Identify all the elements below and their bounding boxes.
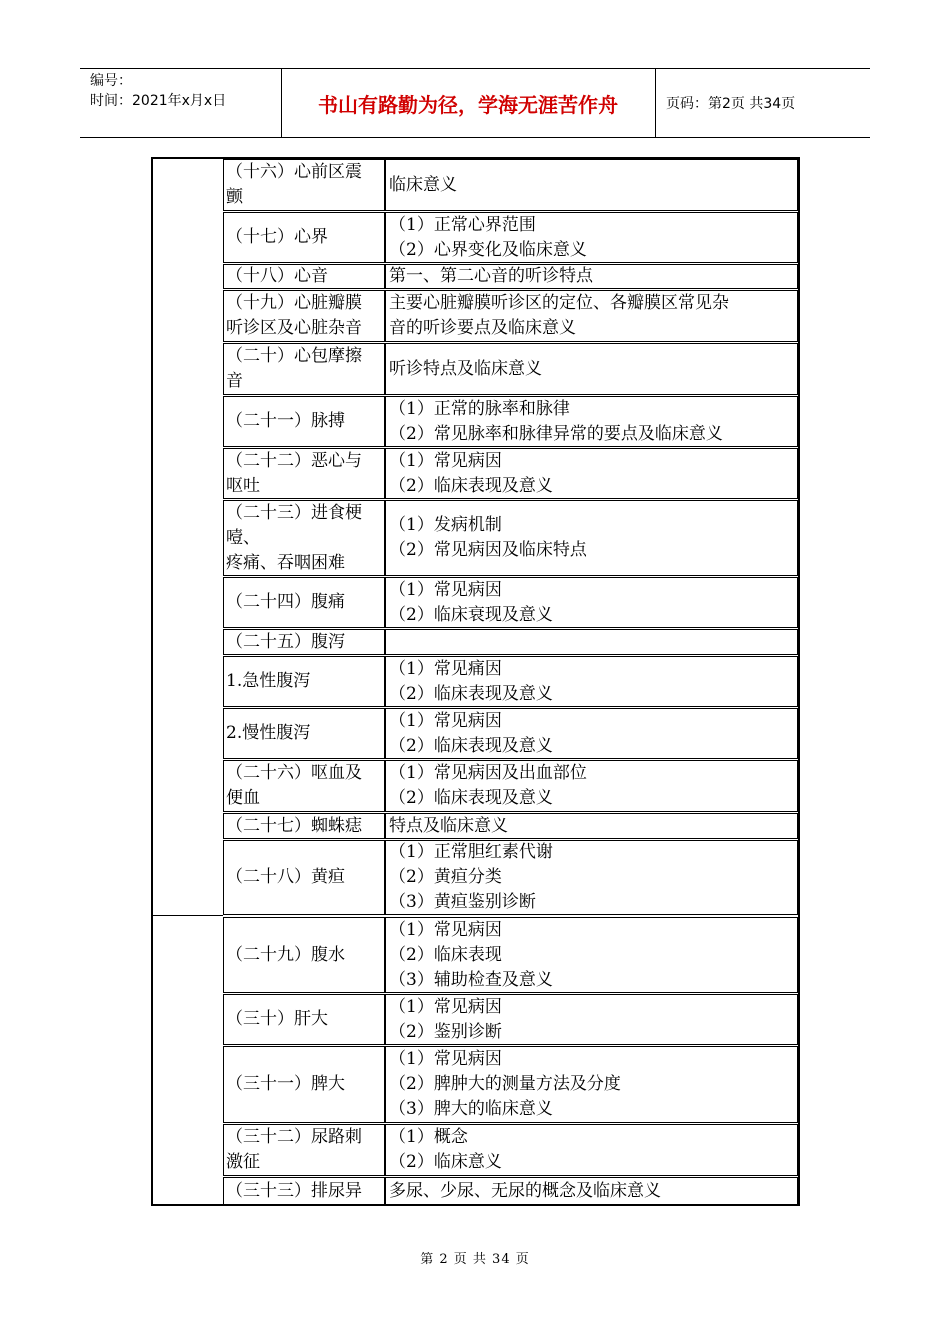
content-line: 特点及临床意义 bbox=[389, 815, 508, 836]
topic-label: （二十八）黄疸 bbox=[226, 867, 345, 887]
content-line: （1）常见病因 bbox=[389, 1049, 502, 1069]
topic-label: （二十二）恶心与 呕吐 bbox=[226, 450, 362, 496]
content-line: 多尿、少尿、无尿的概念及临床意义 bbox=[389, 1180, 661, 1201]
content-cell bbox=[385, 290, 798, 342]
content-line: （1）常见病因 bbox=[389, 919, 502, 940]
topic-cell bbox=[223, 343, 385, 395]
content-line: （1）常见病因 bbox=[389, 710, 502, 731]
topic-cell bbox=[223, 840, 385, 915]
topic-cell bbox=[223, 577, 385, 628]
content-line: （2）临床表现及意义 bbox=[389, 788, 553, 808]
table-row bbox=[223, 343, 798, 395]
content-line: （1）正常胆红素代谢 bbox=[389, 842, 553, 862]
topic-label: （二十五）腹泻 bbox=[226, 631, 345, 652]
table-row bbox=[223, 500, 798, 576]
content-line: （1）概念 bbox=[389, 1127, 468, 1147]
table-row bbox=[223, 708, 798, 759]
content-cell bbox=[385, 840, 798, 915]
table-row bbox=[223, 448, 798, 499]
table-right-border bbox=[798, 157, 800, 1206]
content-cell bbox=[385, 264, 798, 289]
table-row bbox=[223, 212, 798, 263]
topic-cell bbox=[223, 212, 385, 263]
topic-label: （三十二）尿路刺 激征 bbox=[226, 1127, 362, 1172]
content-line: 临床意义 bbox=[389, 174, 457, 195]
content-line: （2）心界变化及临床意义 bbox=[389, 239, 587, 260]
topic-cell bbox=[223, 1124, 385, 1176]
topic-cell bbox=[223, 760, 385, 812]
table-row bbox=[223, 1177, 798, 1205]
code-label: 编号： bbox=[90, 73, 132, 89]
topic-label: （十九）心脏瓣膜 听诊区及心脏杂音 bbox=[226, 293, 362, 338]
header-meta bbox=[80, 69, 282, 137]
table-row bbox=[223, 629, 798, 655]
topic-label: （二十六）呕血及 便血 bbox=[226, 763, 362, 808]
table-row bbox=[223, 264, 798, 289]
content-line: 主要心脏瓣膜听诊区的定位、各瓣膜区常见杂 bbox=[389, 293, 729, 313]
content-line: （2）临床意义 bbox=[389, 1152, 502, 1172]
page-header bbox=[80, 68, 870, 138]
table-row bbox=[223, 760, 798, 812]
content-line: （1）常见痛因 bbox=[389, 658, 502, 679]
topic-label: （三十三）排尿异 bbox=[226, 1180, 362, 1201]
content-cell bbox=[385, 212, 798, 263]
topic-cell bbox=[223, 500, 385, 576]
table-row bbox=[223, 577, 798, 628]
content-line: （2）临床表现及意义 bbox=[389, 475, 553, 496]
topic-cell bbox=[223, 708, 385, 759]
table-row bbox=[223, 159, 798, 211]
content-line: （2）临床表现及意义 bbox=[389, 735, 553, 756]
topic-label: （三十一）脾大 bbox=[226, 1074, 345, 1094]
content-line: （2）脾肿大的测量方法及分度 bbox=[389, 1074, 621, 1094]
table-row bbox=[223, 917, 798, 993]
content-cell bbox=[385, 577, 798, 628]
table-row bbox=[223, 1124, 798, 1176]
topic-cell bbox=[223, 1177, 385, 1205]
content-line: 听诊特点及临床意义 bbox=[389, 358, 542, 379]
content-line: （2）黄疸分类 bbox=[389, 867, 502, 887]
section-divider bbox=[153, 915, 223, 916]
topic-label: （十八）心音 bbox=[226, 266, 328, 286]
table-row bbox=[223, 656, 798, 707]
table-row bbox=[223, 396, 798, 447]
topic-label: 2.慢性腹泻 bbox=[226, 723, 311, 743]
header-motto: 书山有路勤为径，学海无涯苦作舟 bbox=[281, 69, 656, 137]
header-page-info: 页码：第2页 共34页 bbox=[666, 96, 796, 112]
content-line: （2）鉴别诊断 bbox=[389, 1021, 502, 1042]
content-cell bbox=[385, 629, 798, 655]
table-row bbox=[223, 1046, 798, 1123]
content-cell bbox=[385, 396, 798, 447]
topic-label: （二十）心包摩擦 音 bbox=[226, 346, 362, 391]
table-row bbox=[223, 840, 798, 915]
content-cell bbox=[385, 1177, 798, 1205]
table-row bbox=[223, 994, 798, 1045]
content-cell bbox=[385, 708, 798, 759]
content-cell bbox=[385, 448, 798, 499]
content-cell bbox=[385, 1124, 798, 1176]
topic-label: （十六）心前区震 颤 bbox=[226, 162, 362, 207]
topic-label: （二十七）蜘蛛痣 bbox=[226, 815, 362, 836]
content-line: （2）临床表现 bbox=[389, 944, 502, 965]
topic-cell bbox=[223, 629, 385, 655]
content-line: （1）常见病因 bbox=[389, 579, 502, 600]
topic-cell bbox=[223, 290, 385, 342]
content-cell bbox=[385, 813, 798, 839]
topic-cell bbox=[223, 448, 385, 499]
content-cell bbox=[385, 760, 798, 812]
content-line: （2）临床衰现及意义 bbox=[389, 604, 553, 625]
content-line: （2）常见脉率和脉律异常的要点及临床意义 bbox=[389, 423, 723, 444]
date-label: 时间：2021年x月x日 bbox=[90, 93, 227, 109]
topic-label: （十七）心界 bbox=[226, 227, 328, 247]
topic-cell bbox=[223, 917, 385, 993]
topic-label: （二十九）腹水 bbox=[226, 944, 345, 965]
content-line: （3）脾大的临床意义 bbox=[389, 1099, 553, 1119]
topic-label: （二十一）脉搏 bbox=[226, 411, 345, 431]
topic-label: 1.急性腹泻 bbox=[226, 671, 311, 691]
content-line: （1）发病机制 bbox=[389, 515, 502, 535]
topic-cell bbox=[223, 159, 385, 211]
page-footer: 第 2 页 共 34 页 bbox=[420, 1252, 530, 1267]
topic-cell bbox=[223, 264, 385, 289]
content-line: （2）常见病因及临床特点 bbox=[389, 540, 587, 560]
content-line: （3）辅助检查及意义 bbox=[389, 969, 553, 990]
content-line: （2）临床表现及意义 bbox=[389, 683, 553, 704]
content-line: （1）常见病因及出血部位 bbox=[389, 763, 587, 783]
content-cell bbox=[385, 917, 798, 993]
topic-cell bbox=[223, 1046, 385, 1123]
table-row bbox=[223, 813, 798, 839]
content-line: 第一、第二心音的听诊特点 bbox=[389, 266, 593, 286]
content-line: 音的听诊要点及临床意义 bbox=[389, 318, 576, 338]
topic-cell bbox=[223, 813, 385, 839]
content-line: （1）常见病因 bbox=[389, 450, 502, 471]
content-line: （1）正常心界范围 bbox=[389, 214, 536, 235]
content-cell bbox=[385, 656, 798, 707]
content-cell bbox=[385, 500, 798, 576]
table-row bbox=[223, 290, 798, 342]
topic-cell bbox=[223, 994, 385, 1045]
content-cell bbox=[385, 994, 798, 1045]
topic-label: （二十三）进食梗 噎、 疼痛、吞咽困难 bbox=[226, 502, 362, 573]
topic-label: （三十）肝大 bbox=[226, 1009, 328, 1029]
content-line: （3）黄疸鉴别诊断 bbox=[389, 892, 536, 912]
content-cell bbox=[385, 343, 798, 395]
topic-cell bbox=[223, 396, 385, 447]
topic-label: （二十四）腹痛 bbox=[226, 592, 345, 612]
content-cell bbox=[385, 159, 798, 211]
topic-cell bbox=[223, 656, 385, 707]
content-line: （1）常见病因 bbox=[389, 996, 502, 1017]
content-cell bbox=[385, 1046, 798, 1123]
content-line: （1）正常的脉率和脉律 bbox=[389, 398, 570, 419]
